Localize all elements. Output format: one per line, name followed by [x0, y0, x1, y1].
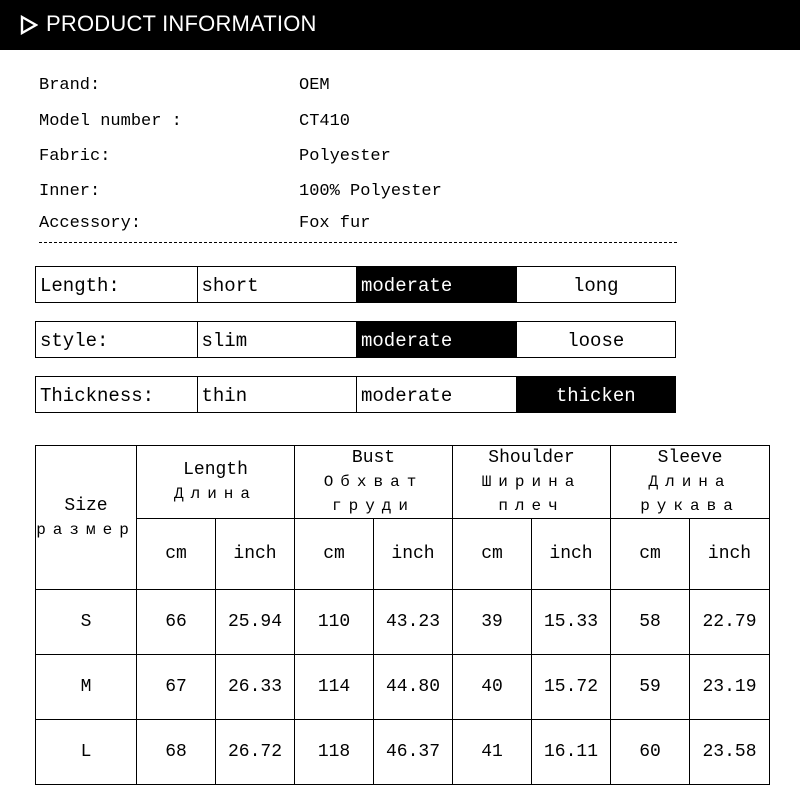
value-cell: 68 [137, 720, 216, 785]
unit-cell: cm [295, 519, 374, 590]
length-attribute-row [35, 266, 676, 303]
inner-label: Inner: [39, 182, 101, 201]
value-cell: 26.33 [216, 655, 295, 720]
fabric-label: Fabric: [39, 147, 111, 166]
style-attribute-row [35, 321, 676, 358]
value-cell: 110 [295, 590, 374, 655]
unit-cell: cm [453, 519, 532, 590]
inner-value: 100% Polyester [299, 182, 442, 201]
brand-label: Brand: [39, 76, 101, 95]
value-cell: 46.37 [374, 720, 453, 785]
sleeve-header-cell: Sleeve Длина рукава [611, 446, 770, 519]
value-cell: 15.33 [532, 590, 611, 655]
value-cell: 118 [295, 720, 374, 785]
value-cell: 66 [137, 590, 216, 655]
style-option-moderate: moderate [356, 322, 516, 357]
table-row [36, 590, 770, 655]
value-cell: 23.58 [690, 720, 770, 785]
length-option-short: short [197, 267, 357, 302]
value-cell: 59 [611, 655, 690, 720]
thickness-option-thin: thin [197, 377, 357, 412]
unit-cell: inch [690, 519, 770, 590]
accessory-value: Fox fur [299, 214, 371, 233]
length-header-cell: Length Длина [137, 446, 295, 519]
size-cell: M [36, 655, 137, 720]
thickness-label: Thickness: [40, 385, 155, 407]
thickness-option-thicken: thicken [516, 377, 676, 412]
value-cell: 39 [453, 590, 532, 655]
fabric-value: Polyester [299, 147, 391, 166]
size-cell: S [36, 590, 137, 655]
length-label: Length: [40, 275, 120, 297]
style-option-slim: slim [197, 322, 357, 357]
page-title: PRODUCT INFORMATION [46, 11, 317, 36]
accessory-label: Accessory: [39, 214, 142, 233]
header-banner [0, 0, 800, 50]
play-triangle-icon [20, 15, 38, 35]
thickness-attribute-row [35, 376, 676, 413]
unit-cell: inch [532, 519, 611, 590]
value-cell: 23.19 [690, 655, 770, 720]
value-cell: 114 [295, 655, 374, 720]
unit-cell: inch [216, 519, 295, 590]
units-header-row [36, 519, 770, 590]
unit-cell: cm [611, 519, 690, 590]
brand-value: OEM [299, 76, 330, 95]
size-chart-table [35, 445, 770, 785]
style-option-loose: loose [516, 322, 676, 357]
bust-header-cell: Bust Обхват груди [295, 446, 453, 519]
value-cell: 44.80 [374, 655, 453, 720]
value-cell: 15.72 [532, 655, 611, 720]
table-row [36, 655, 770, 720]
unit-cell: inch [374, 519, 453, 590]
length-option-long: long [516, 267, 676, 302]
value-cell: 26.72 [216, 720, 295, 785]
value-cell: 60 [611, 720, 690, 785]
model-number-value: CT410 [299, 112, 351, 131]
unit-cell: cm [137, 519, 216, 590]
value-cell: 25.94 [216, 590, 295, 655]
value-cell: 40 [453, 655, 532, 720]
value-cell: 16.11 [532, 720, 611, 785]
value-cell: 41 [453, 720, 532, 785]
size-header-cell: Size размер [36, 446, 137, 590]
table-row [36, 720, 770, 785]
value-cell: 58 [611, 590, 690, 655]
thickness-option-moderate: moderate [356, 377, 516, 412]
value-cell: 67 [137, 655, 216, 720]
shoulder-header-cell: Shoulder Ширина плеч [453, 446, 611, 519]
dashed-divider [39, 242, 677, 243]
value-cell: 22.79 [690, 590, 770, 655]
length-option-moderate: moderate [356, 267, 516, 302]
value-cell: 43.23 [374, 590, 453, 655]
size-cell: L [36, 720, 137, 785]
style-label: style: [40, 330, 109, 352]
model-number-label: Model number : [39, 112, 182, 131]
table-header-row [36, 446, 770, 519]
